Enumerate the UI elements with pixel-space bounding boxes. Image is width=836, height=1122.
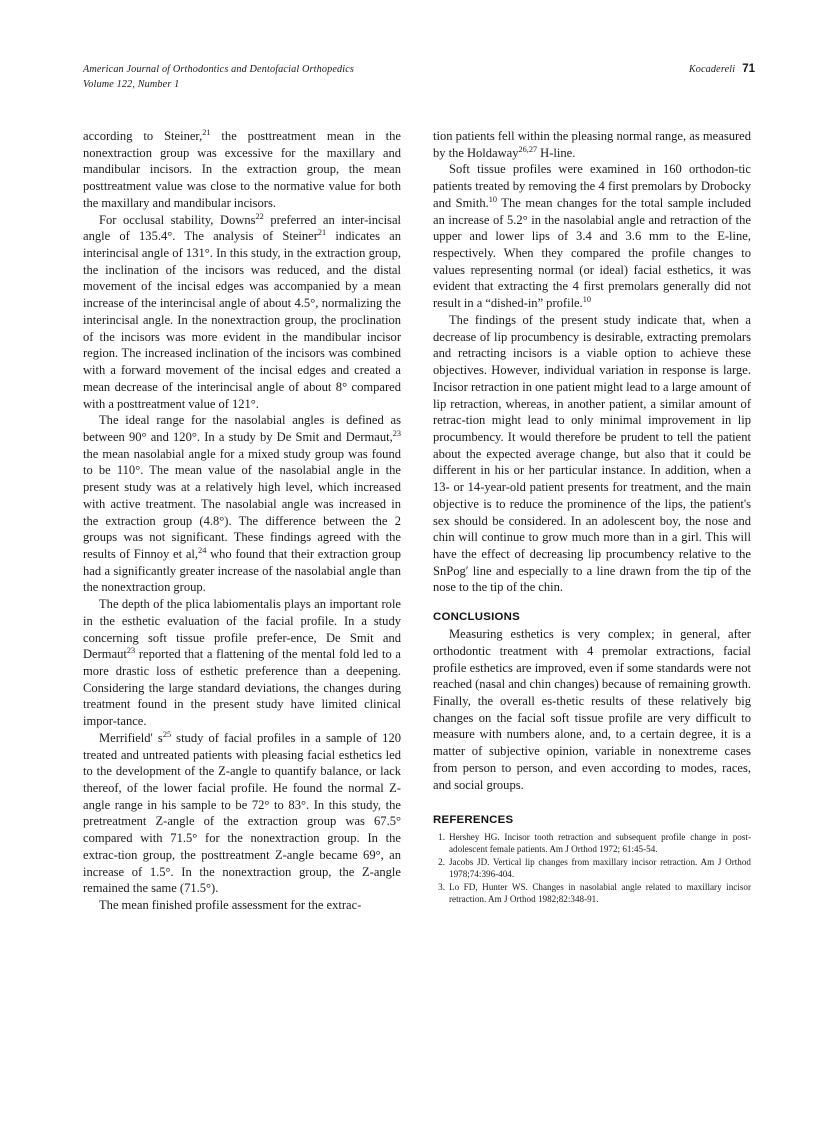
reference-item (433, 881, 751, 905)
paragraph: For occlusal stability, Downs$^{22}$ preferred an inter-incisal angle of 135.4°. The analysis of Steiner$^{21}$ indicates an interincisal angle of 131°. In this study, in the extraction group, the inclination of the incisors was reduced, and the distal movement of the incisal edges was accompanied by a mean increase of the interincisal angle of about 4.5°, normalizing the interincisal angle. In the nonextraction group, the proclination of the incisors was more evident in the mandibular incisor region. The increased inclination of the incisors was combined with a forward movement of the incisal edges and created a mean decrease of the interincisal angle of about 8° compared with a posttreatment value of 121°. (83, 211, 402, 411)
reference-text: Hershey HG. Incisor tooth retraction and subsequent profile change in post-adolescent female patients. Am J Orthod 1972; 61:45-54. (449, 832, 751, 855)
paragraph: Measuring esthetics is very complex; in general, after orthodontic treatment with 4 premolar extractions, facial profile esthetics are improved, even if some standards were not reached (nasal and chin changes) because of remaining growth. Finally, the overall es-thetic results of these relatively big changes on the facial soft tissue profile are very difficult to measure with numbers alone, and, to a certain degree, it is a matter of subjective opinion, variable in nonextreme cases from person to person, and even according to modes, races, and social groups. (433, 627, 751, 792)
conclusions-heading: CONCLUSIONS (433, 611, 520, 624)
reference-item (433, 856, 751, 880)
journal-title-line1: American Journal of Orthodontics and Dentofacial Orthopedics (83, 64, 355, 75)
left-column-paragraphs (83, 128, 401, 914)
references-list (433, 831, 751, 905)
references-heading: REFERENCES (433, 814, 514, 827)
reference-item (433, 831, 751, 855)
running-head (83, 62, 755, 98)
paragraph: The depth of the plica labiomentalis plays an important role in the esthetic evaluation of the facial profile. In a study concerning soft tissue profile prefer-ence, De Smit and Dermaut$^{23}$ reported that a flattening of the mental fold led to a more drastic loss of esthetic preference than a deepening. Considering the large standard deviations, the changes during treatment found in the present study have limited clinical impor-tance. (83, 597, 401, 729)
page-number: 71 (742, 63, 755, 75)
reference-text: Lo FD, Hunter WS. Changes in nasolabial angle related to maxillary incisor retraction. Am J Orthod 1982;82:348-91. (449, 881, 751, 904)
paragraph: according to Steiner,$^{21}$ the posttreatment mean in the nonextraction group was excessive for the maxillary and mandibular incisors. In the extraction group, the mean posttreatment value was close to the normative value for both the maxillary and mandibular incisors. (83, 127, 401, 210)
running-head-right (689, 62, 755, 77)
reference-text: Jacobs JD. Vertical lip changes from maxillary incisor retraction. Am J Orthod 1978;74:396-404. (449, 857, 751, 880)
right-column (433, 128, 751, 905)
journal-volume-issue: Volume 122, Number 1 (83, 79, 180, 90)
paragraph: Soft tissue profiles were examined in 160 orthodon-tic patients treated by removing the 4 first premolars by Drobocky and Smith.$^{10}$ The mean changes for the total sample included an increase of 5.2° in the nasolabial angle and retraction of the upper and lower lips of 3.4 and 3.6 mm to the E-line, respectively. When they compared the profile changes to values representing normal (or ideal) facial esthetics, it was evident that extracting the 4 first premolars generally did not result in a “dished-in” profile.$^{10}$ (433, 162, 751, 311)
author-name: Kocadereli (688, 64, 736, 75)
right-column-paragraphs (433, 128, 751, 596)
left-column (83, 128, 401, 914)
journal-title (83, 62, 354, 92)
paragraph: The ideal range for the nasolabial angles is defined as between 90° and 120°. In a study by De Smit and Dermaut,$^{23}$ the mean nasolabial angle for a mixed study group was found to be 110°. The mean value of the nasolabial angle in the present study was at a relatively high level, which increased with active treatment. The nasolabial angle was increased in the extraction group (4.8°). The difference between the 2 groups was not significant. These findings agreed with the results of Finnoy et al,$^{24}$ who found that their extraction group had a significantly greater increase of the nasolabial angle than the nonextraction group. (83, 413, 402, 595)
paragraph: Merrifield' $s^{25}$ study of facial profiles in a sample of 120 treated and untreated patients with pleasing facial esthetics led to the development of the Z-angle to quantify balance, or lack thereof, of the lower facial profile. He found the normal Z-angle range in his sample to be 72° to 83°. In this study, the pretreatment Z-angle of the extraction group was 67.5° compared with 71.5° for the nonextraction group. In the extrac-tion group, the posttreatment Z-angle became 69°, an increase of 1.5°. In the nonextraction group, the Z-angle remained the same (71.5°). (83, 729, 401, 896)
paragraph: The findings of the present study indicate that, when a decrease of lip procumbency is desirable, extracting premolars and retracting incisors is a viable option to achieve these objectives. However, individual variation in response is large. Incisor retraction in one patient might lead to a large amount of lip retraction, whereas, in another patient, a similar amount of retrac-tion might lead to only minimal improvement in lip procumbency. It would therefore be prudent to tell the patient about the expected average change, but also that it could be different in his or her particular instance. In addition, when a 13- or 14-year-old patient presents for treatment, and the main objective is to reduce the prominence of the lips, the patient's sex should be considered. In an adolescent boy, the nose and chin will continue to grow much more than in a girl. This will have the effect of decreasing lip procumbency relative to the SnPog′ line and especially to a line drawn from the tip of the nose to the tip of the chin. (433, 312, 751, 595)
conclusions-paragraphs (433, 626, 751, 793)
paragraph: The mean finished profile assessment for the extrac- (99, 898, 362, 913)
paragraph: tion patients fell within the pleasing normal range, as measured by the Holdaway$^{26,27}$ H-line. (433, 129, 751, 160)
